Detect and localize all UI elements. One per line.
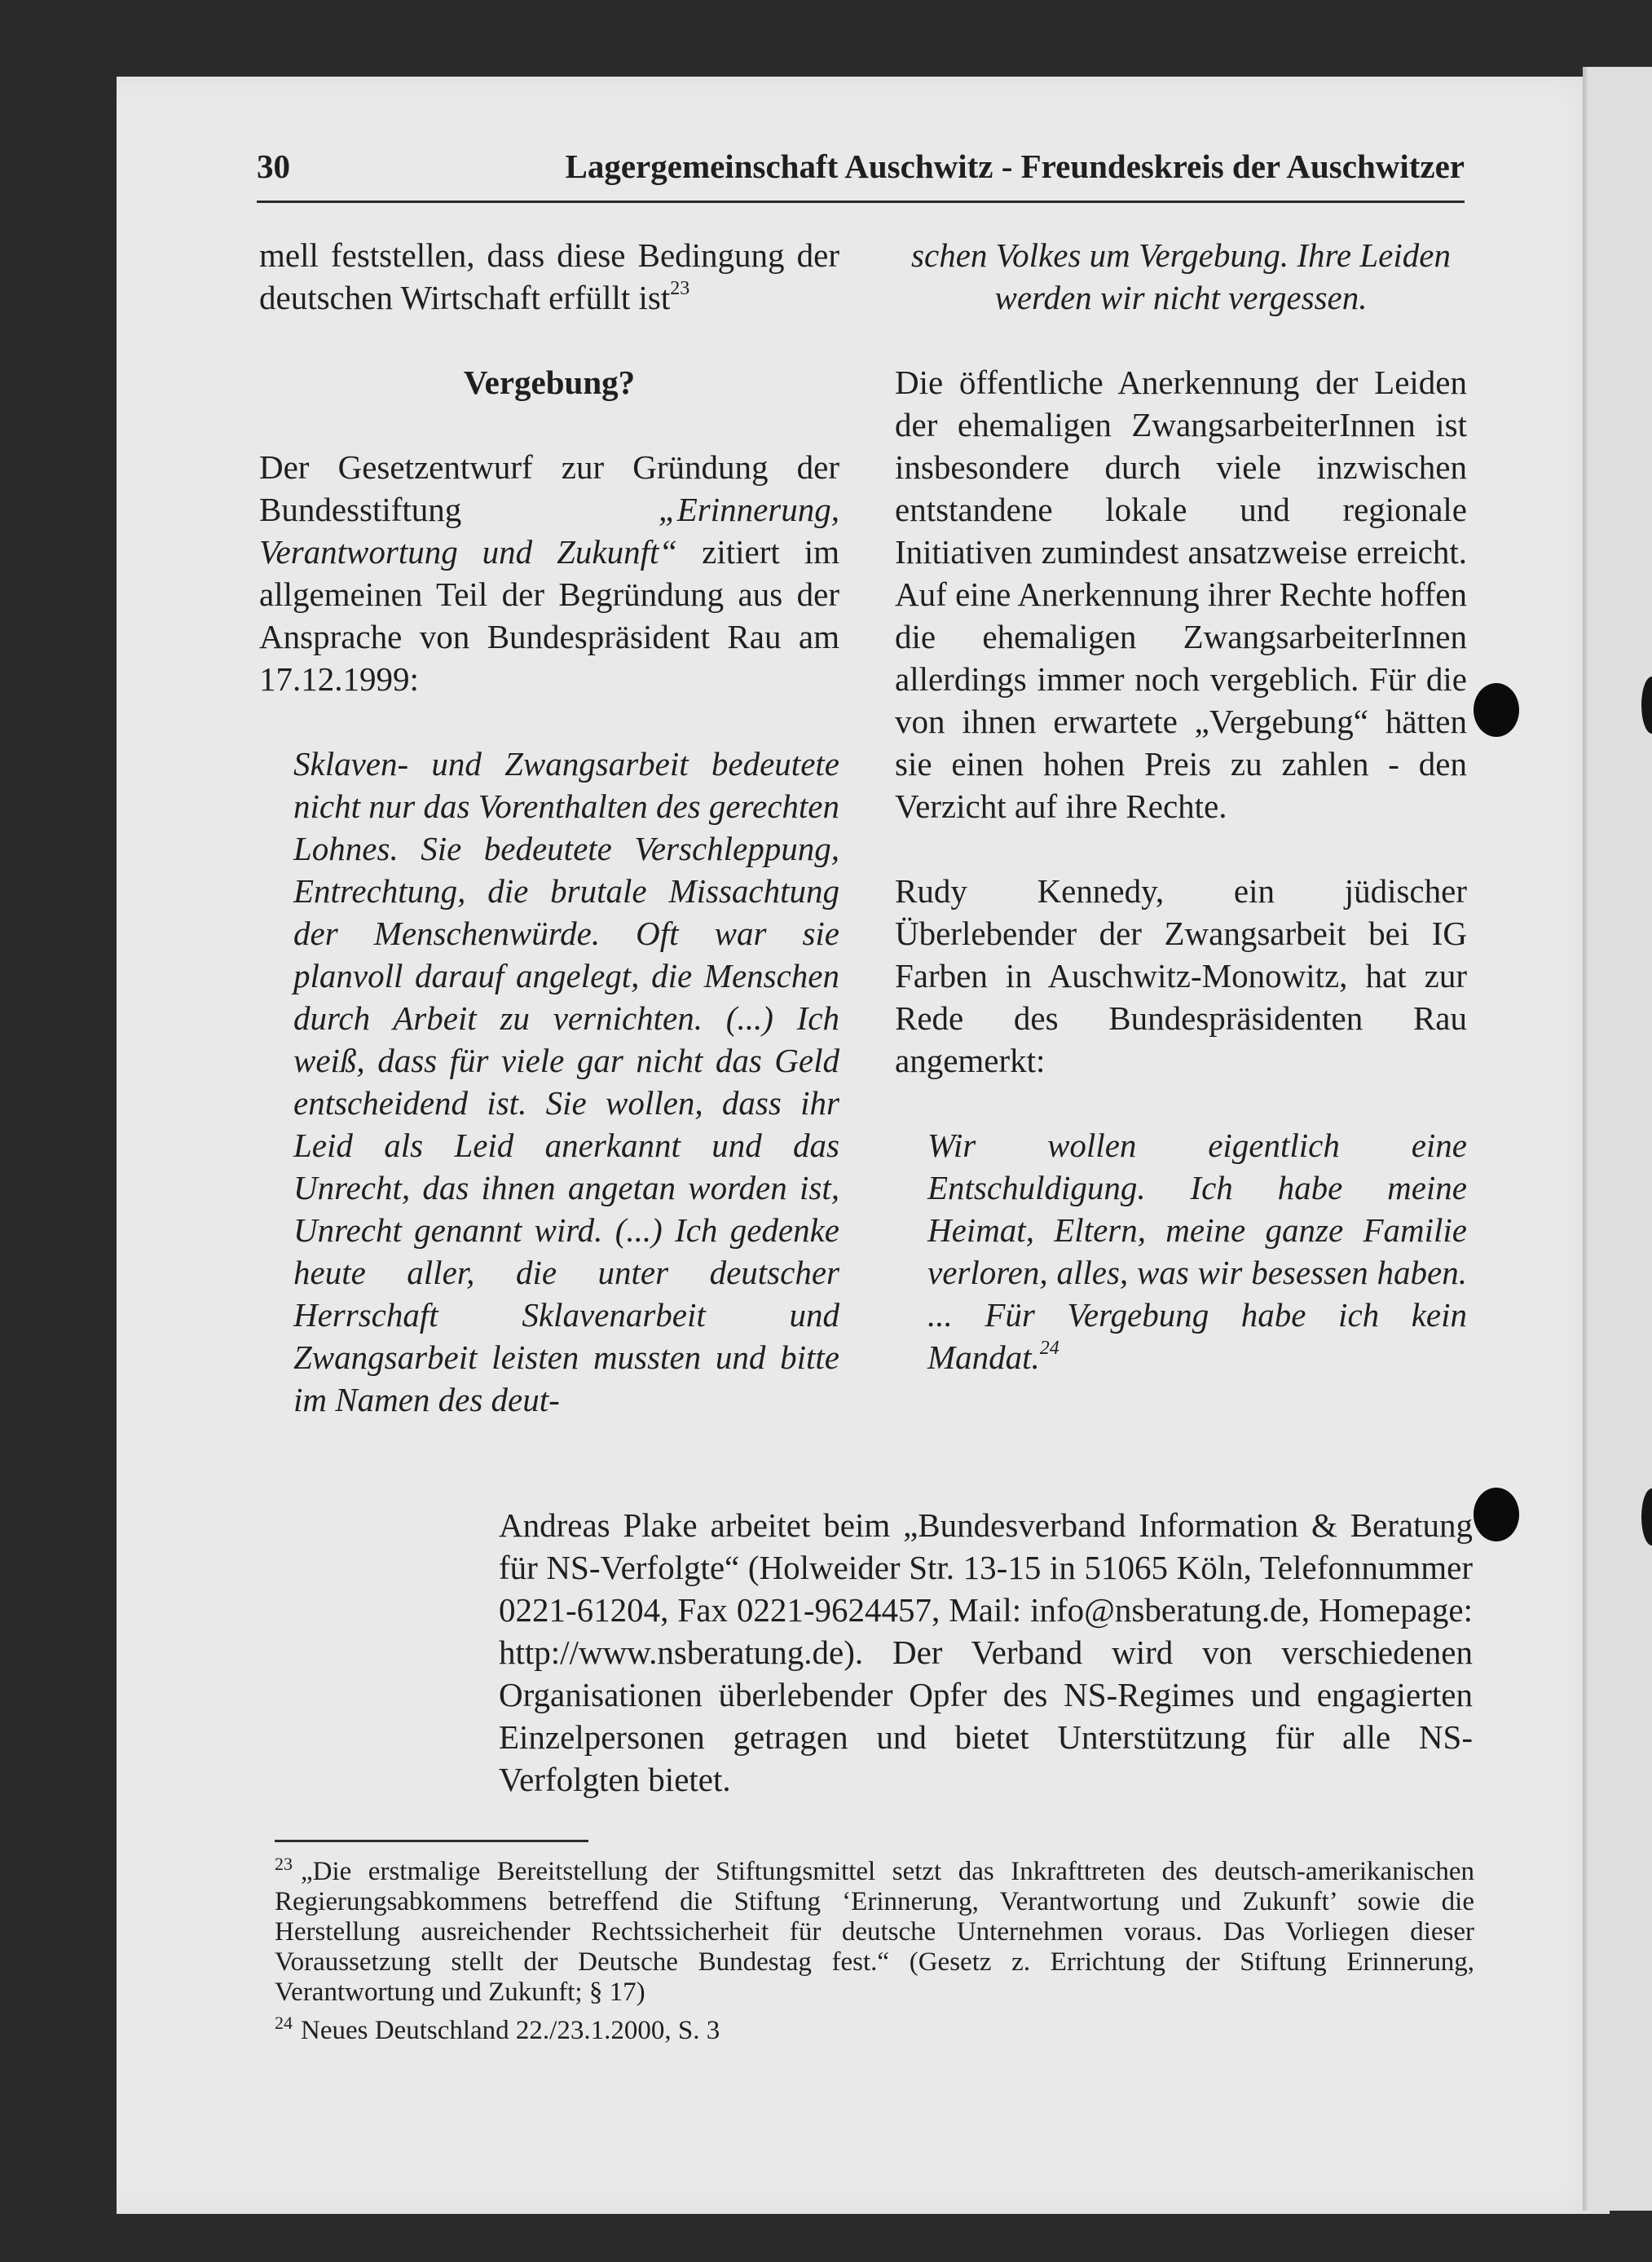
footnote-ref: 23: [670, 278, 690, 299]
footnote-ref: 24: [1039, 1338, 1059, 1359]
block-quote: Sklaven- und Zwangsarbeit bedeutete nicht nur das Vorenthalten des gerechten Lohnes. Sie bedeutete Verschleppung, Entrechtung, die brutale Missachtung der Menschenwürde. Oft war sie planvoll darauf angelegt, die Menschen durch Arbeit zu vernichten. (...) Ich weiß, dass für viele gar nicht das Geld entscheidend ist. Sie wollen, dass ihr Leid als Leid anerkannt und das Unrecht, das ihnen angetan worden ist, Unrecht genannt wird. (...) Ich gedenke heute aller, die unter deutscher Herrschaft Sklavenarbeit und Zwangsarbeit leisten mussten und bitte im Namen des deut-: [293, 745, 839, 1418]
footnote: $^{24}$ Neues Deutschland 22./23.1.2000, S. 3: [275, 2013, 720, 2045]
quote-continuation: schen Volkes um Vergebung. Ihre Leiden werden wir nicht vergessen.: [911, 236, 1451, 316]
next-page: [1588, 67, 1652, 2211]
body-paragraph: Rudy Kennedy, ein jüdischer Überlebender der Zwangsarbeit bei IG Farben in Auschwitz-Monowitz, hat zur Rede des Bundespräsidenten Rau angemerkt:: [895, 872, 1467, 1079]
intro-paragraph: mell feststellen, dass diese Bedingung der deutschen Wirtschaft erfüllt ist$^{23}$: [259, 236, 839, 316]
right-column: [895, 234, 1467, 1421]
block-quote: Wir wollen eigentlich eine Entschuldigung. Ich habe meine Heimat, Eltern, meine ganze Familie verloren, alles, was wir besessen haben. ... Für Vergebung habe ich kein Mandat.$^{24}$: [927, 1127, 1467, 1376]
page-number: 30: [257, 148, 290, 185]
section-heading: Vergebung?: [463, 364, 636, 401]
footnote: $^{23}$ „Die erstmalige Bereitstellung der Stiftungsmittel setzt das Inkrafttreten des deutsch-amerikanischen Regierungsabkommens betreffend die Stiftung ‘Erinnerung, Verantwortung und Zukunft’ sowie die Herstellung ausreichender Rechtssicherheit für deutsche Unternehmen voraus. Das Vorliegen dieser Voraussetzung stellt der Deutsche Bundestag fest.“ (Gesetz z. Errichtung der Stiftung Erinnerung, Verantwortung und Zukunft; § 17): [275, 1854, 1474, 2007]
running-title: Lagergemeinschaft Auschwitz - Freundeskreis der Auschwitzer: [565, 148, 1465, 185]
running-header: [257, 147, 1465, 203]
left-column: [259, 234, 839, 1463]
body-paragraph: Der Gesetzentwurf zur Gründung der Bundesstiftung „Erinnerung, Verantwortung und Zukunft“ zitiert im allgemeinen Teil der Begründung aus der Ansprache von Bundespräsident Rau am 17.12.1999:: [259, 448, 839, 698]
body-paragraph: Die öffentliche Anerkennung der Leiden der ehemaligen ZwangsarbeiterInnen ist insbesondere durch viele inzwischen entstandene lokale und regionale Initiativen zumindest ansatzweise erreicht. Auf eine Anerkennung ihrer Rechte hoffen die ehemaligen ZwangsarbeiterInnen allerdings immer noch vergeblich. Für die von ihnen erwartete „Vergebung“ hätten sie einen hohen Preis zu zahlen - den Verzicht auf ihre Rechte.: [895, 364, 1467, 825]
author-bio: Andreas Plake arbeitet beim „Bundesverband Information & Beratung für NS-Verfolgte“ (Holweider Str. 13-15 in 51065 Köln, Telefonnummer 0221-61204, Fax 0221-9624457, Mail: info@nsberatung.de, Homepage: http://www.nsberatung.de). Der Verband wird von verschiedenen Organisationen überlebender Opfer des NS-Regimes und engagierten Einzelpersonen getragen und bietet Unterstützung für alle NS-Verfolgten bietet.: [499, 1506, 1473, 1798]
punch-hole: [1474, 1488, 1519, 1541]
punch-hole: [1474, 683, 1519, 737]
footnote-rule: [275, 1840, 588, 1842]
footnotes: [275, 1849, 1474, 2046]
